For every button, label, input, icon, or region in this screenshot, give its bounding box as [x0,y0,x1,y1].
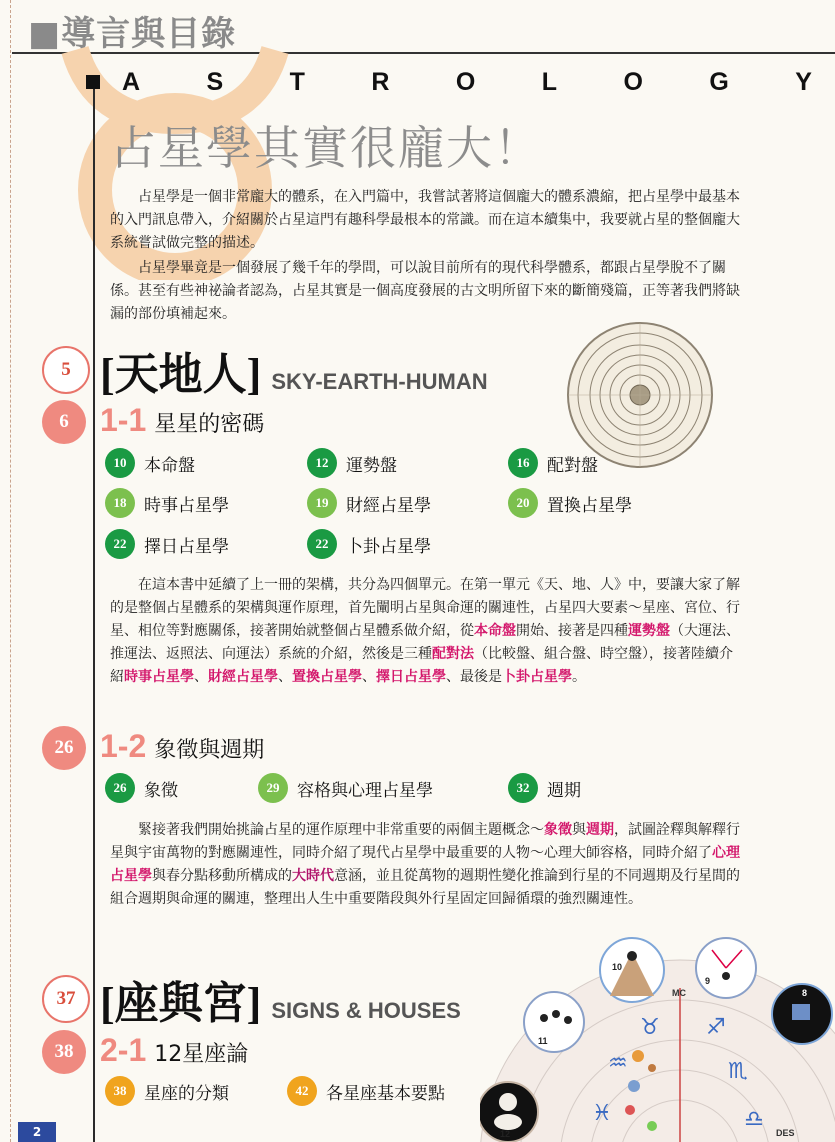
page-number-badge: 22 [105,529,135,559]
astrology-letter: O [623,68,643,96]
zodiac-houses-diagram [480,930,835,1142]
page-margin-line [10,0,11,1142]
svg-text:♐: ♐ [706,1015,726,1040]
toc-entry-label: 本命盤 [144,455,195,476]
page-number-badge: 42 [287,1076,317,1106]
astrology-letter: S [206,68,224,96]
chapter-1-2-description: 緊接著我們開始挑論占星的運作原理中非常重要的兩個主題概念～象徵與週期，試圖詮釋與解釋行星與宇宙萬物的對應關連性，同時介紹了現代占星學中最重要的人物～心理大師容格，同時介紹了心理占星學與春分點移動所構成的大時代意涵，並且從萬物的週期性變化推論到行星的不同週期及行星間的組合週期與命運的關連，整理出人生中重要階段與外行星固定回歸循環的強烈關連性。 [110,822,740,907]
chapter-title-text: 象徵與週期 [154,738,265,763]
toc-entry[interactable] [105,1076,229,1106]
page-number-badge: 38 [105,1076,135,1106]
page-number-badge: 29 [258,773,288,803]
chapter-number: 1-2 [100,728,147,764]
toc-entry-label: 運勢盤 [346,455,397,476]
mc-label: MC [672,988,686,998]
page-number-badge: 10 [105,448,135,478]
bullet-square [86,75,100,89]
page-number-badge: 22 [307,529,337,559]
svg-text:♉: ♉ [640,1015,660,1040]
toc-entry[interactable] [307,488,431,518]
astrology-letter: R [371,68,390,96]
chapter-number: 1-1 [100,402,147,438]
part-subtitle: SIGNS & HOUSES [271,998,461,1023]
svg-text:♒: ♒ [608,1051,628,1076]
chapter-title-text: 12星座論 [154,1042,249,1067]
svg-text:♓: ♓ [592,1101,612,1126]
des-label: DES [776,1128,795,1138]
chapter-page-badge: 6 [42,400,86,444]
toc-entry[interactable] [105,448,195,478]
astrology-letter: G [709,68,729,96]
part-page-badge: 37 [42,975,90,1023]
chapter-number: 2-1 [100,1032,147,1068]
chapter-title [100,1032,248,1069]
chapter-1-1-description: 在這本書中延續了上一冊的架構，共分為四個單元。在第一單元《天、地、人》中，要讓大家了解的是整個占星體系的架構與運作原理，首先闡明占星與命運的關連性，占星四大要素～星座、宮位、行星、相位等對應關係，接著開始就整個占星體系做介紹，從本命盤開始、接著是四種運勢盤（大運法、推運法、返照法、向運法）系統的介紹，然後是三種配對法（比較盤、組合盤、時空盤），接著陸續介紹時事占星學、財經占星學、置換占星學、擇日占星學、最後是卜卦占星學。 [110,577,740,685]
astrology-letters [122,68,812,97]
page-number-badge: 19 [307,488,337,518]
chapter-title [100,728,264,765]
part-title [100,967,461,1031]
part-subtitle: SKY-EARTH-HUMAN [271,369,488,394]
toc-entry-label: 象徵 [144,780,178,801]
toc-entry[interactable] [508,773,581,803]
chapter-title [100,402,264,439]
toc-entry-label: 時事占星學 [144,495,229,516]
chapter-page-badge: 26 [42,726,86,770]
toc-entry[interactable] [307,448,397,478]
part-title-text: [座與宮] [100,979,262,1028]
page-number-badge: 16 [508,448,538,478]
page-headline: 占星學其實很龐大！ [110,121,542,175]
page-number-badge: 26 [105,773,135,803]
toc-entry-label: 配對盤 [547,455,598,476]
page-number-badge: 18 [105,488,135,518]
svg-text:♏: ♏ [728,1059,748,1084]
toc-entry-label: 星座的分類 [144,1083,229,1104]
toc-entry-label: 週期 [547,780,581,801]
page-number-badge: 32 [508,773,538,803]
astrology-letter: O [455,68,476,96]
svg-text:♎: ♎ [744,1107,764,1132]
toc-entry-label: 卜卦占星學 [346,536,431,557]
toc-entry-label: 擇日占星學 [144,536,229,557]
part-page-badge: 5 [42,346,90,394]
content-rule [93,88,95,1142]
toc-entry-label: 財經占星學 [346,495,431,516]
astrology-letter: T [289,68,305,96]
part-title [100,338,488,402]
page-number-badge: 12 [307,448,337,478]
toc-entry-label: 置換占星學 [547,495,632,516]
astrology-letter: A [122,68,141,96]
section-header-title: ■導言與目錄 [28,14,237,54]
toc-entry[interactable] [105,773,178,803]
chapter-title-text: 星星的密碼 [154,412,265,437]
page-number: 2 [18,1122,56,1142]
house-9-label: 9 [705,976,711,986]
toc-entry[interactable] [287,1076,445,1106]
toc-entry[interactable] [508,448,598,478]
house-10-label: 10 [612,962,623,972]
intro-paragraph-1: 占星學是一個非常龐大的體系，在入門篇中，我嘗試著將這個龐大的體系濃縮，把占星學中最基本的入門訊息帶入，介紹關於占星這門有趣科學最根本的常識。而在這本續集中，我要就占星的整個龐大系統嘗試做完整的描述。 [110,189,740,251]
page-number-badge: 20 [508,488,538,518]
toc-entry[interactable] [258,773,433,803]
toc-entry-label: 容格與心理占星學 [297,780,433,801]
astrology-banner [86,68,826,102]
toc-entry[interactable] [105,488,229,518]
astrology-letter: Y [795,68,812,96]
astrology-letter: L [541,68,558,96]
house-11-label: 11 [538,1036,548,1046]
intro-paragraph-2: 占星學畢竟是一個發展了幾千年的學問，可以說目前所有的現代科學體系，都跟占星學脫不了關係。甚至有些神祕論者認為，占星其實是一個高度發展的古文明所留下來的斷簡殘篇，正等著我們將缺漏的部份填補起來。 [110,260,740,322]
toc-entry[interactable] [105,529,229,559]
toc-entry[interactable] [307,529,431,559]
chapter-page-badge: 38 [42,1030,86,1074]
house-8-label: 8 [802,988,808,998]
house-12-label: 12 [500,1129,511,1139]
toc-entry[interactable] [508,488,632,518]
toc-entry-label: 各星座基本要點 [326,1083,445,1104]
part-title-text: [天地人] [100,350,262,399]
